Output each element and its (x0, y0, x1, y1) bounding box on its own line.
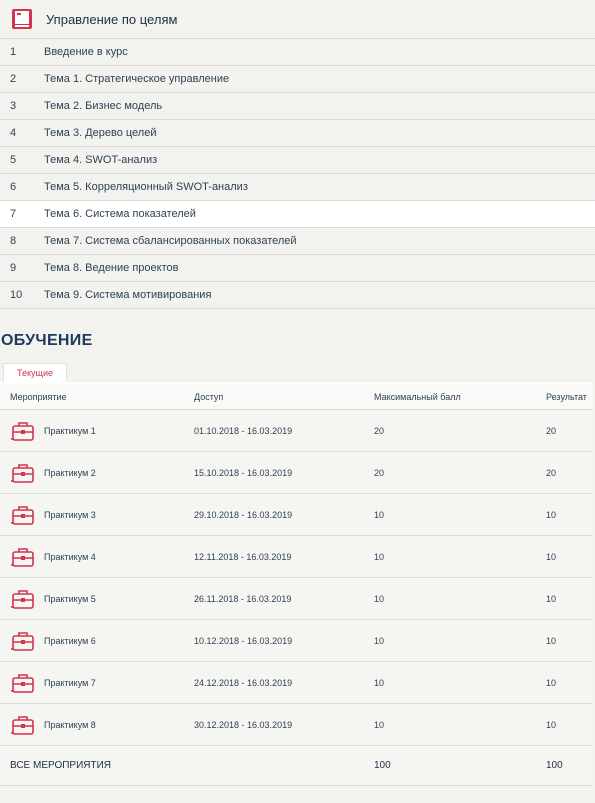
activity-link[interactable]: Практикум 7 (44, 677, 96, 688)
briefcase-icon (10, 672, 36, 694)
table-total-row (0, 746, 593, 786)
topic-number: 7 (10, 208, 17, 220)
topic-link[interactable]: Тема 2. Бизнес модель (44, 100, 163, 112)
result-score: 10 (546, 593, 557, 604)
activity-link[interactable]: Практикум 3 (44, 509, 96, 520)
topic-row[interactable] (0, 39, 595, 66)
table-row[interactable] (0, 662, 593, 704)
access-period: 10.12.2018 - 16.03.2019 (194, 635, 293, 646)
topic-list (0, 39, 595, 309)
access-period: 01.10.2018 - 16.03.2019 (194, 425, 293, 436)
topic-row[interactable] (0, 120, 595, 147)
total-max: 100 (374, 760, 391, 771)
course-book-icon (11, 8, 33, 30)
topic-row[interactable] (0, 66, 595, 93)
col-max-score[interactable]: Максимальный балл (374, 391, 461, 402)
col-result[interactable]: Результат (546, 391, 587, 402)
topic-link[interactable]: Тема 8. Ведение проектов (44, 262, 179, 274)
topic-number: 8 (10, 235, 17, 247)
topic-number: 10 (10, 289, 23, 301)
access-period: 30.12.2018 - 16.03.2019 (194, 719, 293, 730)
max-score: 10 (374, 677, 385, 688)
topic-row[interactable] (0, 255, 595, 282)
result-score: 10 (546, 509, 557, 520)
section-title: ОБУЧЕНИЕ (1, 332, 93, 349)
result-score: 20 (546, 467, 557, 478)
topic-link[interactable]: Тема 1. Стратегическое управление (44, 73, 230, 85)
topic-row[interactable] (0, 201, 595, 228)
briefcase-icon (10, 462, 36, 484)
activity-link[interactable]: Практикум 5 (44, 593, 96, 604)
briefcase-icon (10, 588, 36, 610)
access-period: 24.12.2018 - 16.03.2019 (194, 677, 293, 688)
max-score: 20 (374, 467, 385, 478)
table-row[interactable] (0, 536, 593, 578)
activity-link[interactable]: Практикум 1 (44, 425, 96, 436)
topic-row[interactable] (0, 93, 595, 120)
activity-link[interactable]: Практикум 8 (44, 719, 96, 730)
tab-current[interactable]: Текущие (3, 363, 67, 382)
briefcase-icon (10, 504, 36, 526)
table-header (0, 384, 593, 410)
max-score: 10 (374, 509, 385, 520)
activity-link[interactable]: Практикум 6 (44, 635, 96, 646)
access-period: 29.10.2018 - 16.03.2019 (194, 509, 293, 520)
briefcase-icon (10, 630, 36, 652)
topic-number: 9 (10, 262, 17, 274)
topic-number: 3 (10, 100, 17, 112)
topic-number: 2 (10, 73, 17, 85)
col-activity[interactable]: Мероприятие (10, 391, 67, 402)
topic-link[interactable]: Введение в курс (44, 46, 128, 58)
result-score: 20 (546, 425, 557, 436)
total-result: 100 (546, 760, 563, 771)
topic-link[interactable]: Тема 4. SWOT-анализ (44, 154, 158, 166)
total-label: ВСЕ МЕРОПРИЯТИЯ (10, 760, 112, 771)
access-period: 15.10.2018 - 16.03.2019 (194, 467, 293, 478)
max-score: 10 (374, 719, 385, 730)
topic-link[interactable]: Тема 3. Дерево целей (44, 127, 157, 139)
max-score: 10 (374, 551, 385, 562)
topic-row[interactable] (0, 282, 595, 309)
briefcase-icon (10, 714, 36, 736)
access-period: 12.11.2018 - 16.03.2019 (194, 551, 292, 562)
max-score: 10 (374, 593, 385, 604)
result-score: 10 (546, 635, 557, 646)
activities-table (0, 382, 593, 786)
activity-link[interactable]: Практикум 4 (44, 551, 96, 562)
table-row[interactable] (0, 578, 593, 620)
activity-link[interactable]: Практикум 2 (44, 467, 96, 478)
topic-number: 6 (10, 181, 17, 193)
result-score: 10 (546, 719, 557, 730)
topic-link[interactable]: Тема 9. Система мотивирования (44, 289, 212, 301)
topic-number: 5 (10, 154, 17, 166)
topic-number: 1 (10, 46, 17, 58)
topic-link[interactable]: Тема 7. Система сбалансированных показателей (44, 235, 297, 247)
table-row[interactable] (0, 620, 593, 662)
max-score: 10 (374, 635, 385, 646)
result-score: 10 (546, 677, 557, 688)
topic-row[interactable] (0, 174, 595, 201)
table-row[interactable] (0, 704, 593, 746)
access-period: 26.11.2018 - 16.03.2019 (194, 593, 292, 604)
course-header (0, 0, 595, 39)
max-score: 20 (374, 425, 385, 436)
topic-link[interactable]: Тема 6. Система показателей (44, 208, 196, 220)
briefcase-icon (10, 546, 36, 568)
topic-number: 4 (10, 127, 17, 139)
result-score: 10 (546, 551, 557, 562)
table-row[interactable] (0, 452, 593, 494)
table-row[interactable] (0, 494, 593, 536)
topic-link[interactable]: Тема 5. Корреляционный SWOT-анализ (44, 181, 248, 193)
topic-row[interactable] (0, 228, 595, 255)
course-title: Управление по целям (46, 11, 178, 27)
briefcase-icon (10, 420, 36, 442)
table-row[interactable] (0, 410, 593, 452)
col-access[interactable]: Доступ (194, 391, 224, 402)
topic-row[interactable] (0, 147, 595, 174)
